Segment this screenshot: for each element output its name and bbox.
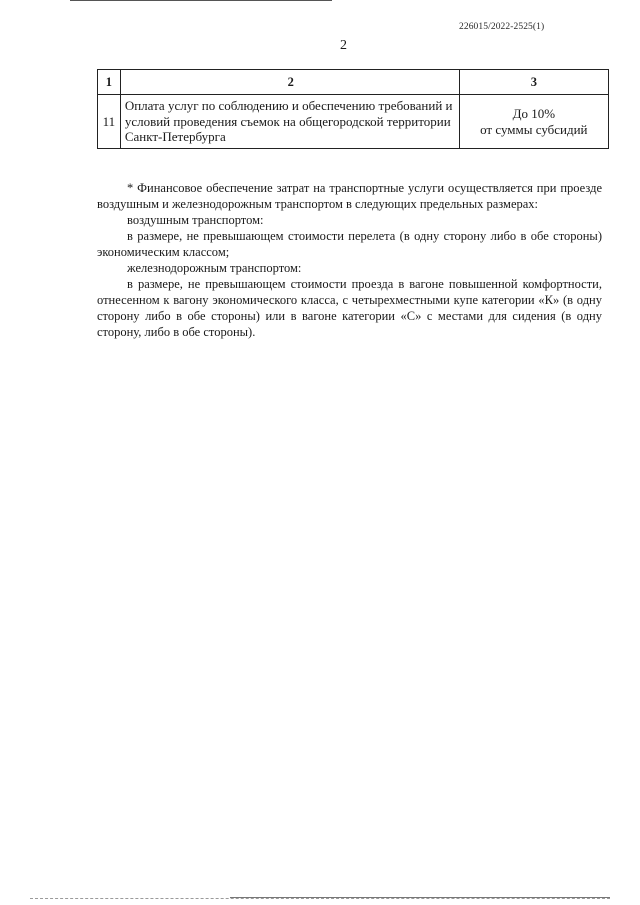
footnote-air-limit: в размере, не превышающем стоимости перелета (в одну сторону либо в обе стороны) экономическим классом; xyxy=(97,229,602,259)
bottom-edge-solid-rule xyxy=(230,897,610,898)
row-description-cell xyxy=(120,95,459,149)
footnote-paragraph-intro: * Финансовое обеспечение затрат на транспортные услуги осуществляется при проезде воздушным и железнодорожным транспортом в следующих предельных размерах: xyxy=(97,181,602,211)
row-limit-percent: До 10% xyxy=(512,105,556,121)
column-header-1: 1 xyxy=(98,70,121,95)
footnote-rail-limit: в размере, не превышающем стоимости проезда в вагоне повышенной комфортности, отнесенном к вагону экономического класса, с четырехместными купе категории «К» (в одну сторону либо в обе стороны) или в вагоне категории «С» с местами для сидения (в одну сторону, либо в обе стороны). xyxy=(97,277,602,339)
column-header-2: 2 xyxy=(120,70,459,95)
bottom-edge-dashed-rule xyxy=(30,898,610,899)
expenses-table xyxy=(97,69,609,149)
row-limit-cell xyxy=(459,95,608,149)
footnote-rail-heading: железнодорожным транспортом: xyxy=(127,261,302,275)
column-header-3: 3 xyxy=(459,70,608,95)
table-header-row xyxy=(98,70,609,95)
top-edge-rule xyxy=(70,0,332,1)
row-description-text: Оплата услуг по соблюдению и обеспечению требований и условий проведения съемок на общегородской территории Санкт-Петербурга xyxy=(124,98,453,145)
table-row xyxy=(98,95,609,149)
footnote-block xyxy=(97,180,602,340)
page-number: 2 xyxy=(340,38,347,53)
footnote-air-heading: воздушным транспортом: xyxy=(127,213,264,227)
document-registration-number: 226015/2022-2525(1) xyxy=(459,22,545,32)
row-number-cell: 11 xyxy=(98,95,121,149)
row-limit-basis: от суммы субсидий xyxy=(480,121,588,137)
